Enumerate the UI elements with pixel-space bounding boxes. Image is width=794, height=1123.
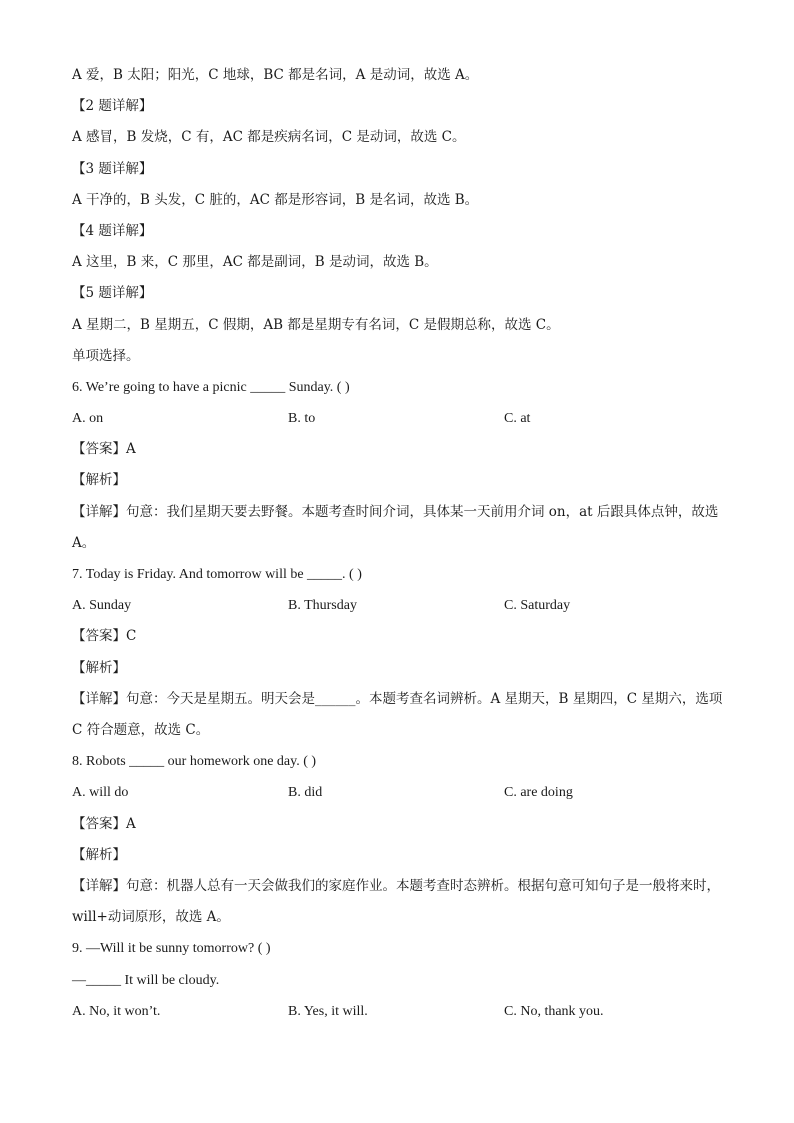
section-title: 单项选择。: [72, 347, 140, 364]
question-8-option-c: C. are doing: [504, 785, 573, 801]
question-6-option-c: C. at: [504, 411, 531, 427]
question-7-option-b: B. Thursday: [288, 598, 357, 614]
explanation-q4: A 这里，B 来，C 那里，AC 都是副词，B 是动词，故选 B。: [72, 254, 438, 271]
question-6-options: [72, 403, 732, 434]
question-7-answer: 【答案】C: [72, 628, 137, 645]
question-9-stem: 9. —Will it be sunny tomorrow? ( ): [72, 941, 271, 957]
heading-q3-detail: 【3 题详解】: [72, 160, 153, 177]
question-6-option-a: A. on: [72, 411, 104, 427]
question-8-stem: 8. Robots _____ our homework one day. ( ): [72, 754, 317, 770]
explanation-q5: A 星期二，B 星期五，C 假期，AB 都是星期专有名词，C 是假期总称，故选 C。: [72, 316, 560, 333]
question-7-option-a: A. Sunday: [72, 598, 132, 614]
question-7-detail: 【详解】句意：今天是星期五。明天会是______。本题考查名词辨析。A 星期天，B 星期四，C 星期六，选项 C 符合题意，故选 C。: [72, 690, 723, 738]
explanation-q1: A 爱，B 太阳；阳光，C 地球，BC 都是名词，A 是动词，故选 A。: [72, 67, 479, 83]
question-7-options: [72, 590, 732, 621]
heading-q4-detail: 【4 题详解】: [72, 222, 153, 239]
question-8-answer: 【答案】A: [72, 815, 136, 832]
explanation-q2: A 感冒，B 发烧，C 有，AC 都是疾病名词，C 是动词，故选 C。: [72, 129, 466, 146]
question-6-analysis-label: 【解析】: [72, 472, 126, 489]
question-6-stem: 6. We’re going to have a picnic _____ Sunday. ( ): [72, 379, 350, 395]
heading-q2-detail: 【2 题详解】: [72, 98, 153, 115]
question-9-options: [72, 996, 732, 1027]
explanation-q3: A 干净的，B 头发，C 脏的，AC 都是形容词，B 是名词，故选 B。: [72, 191, 479, 208]
question-9-stem-reply: —_____ It will be cloudy.: [72, 972, 220, 988]
question-8-detail: 【详解】句意：机器人总有一天会做我们的家庭作业。本题考查时态辨析。根据句意可知句子是一般将来时，will+动词原形，故选 A。: [72, 877, 720, 926]
heading-q5-detail: 【5 题详解】: [72, 285, 153, 302]
question-8-options: [72, 777, 732, 808]
question-7-option-c: C. Saturday: [504, 598, 571, 614]
question-9-option-c: C. No, thank you.: [504, 1003, 604, 1019]
question-6-option-b: B. to: [288, 411, 316, 427]
question-7-stem: 7. Today is Friday. And tomorrow will be _____. ( ): [72, 567, 362, 583]
question-6-detail: 【详解】句意：我们星期天要去野餐。本题考查时间介词，具体某一天前用介词 on，at 后跟具体点钟，故选 A。: [72, 503, 719, 551]
question-8-option-a: A. will do: [72, 785, 129, 801]
question-8-analysis-label: 【解析】: [72, 846, 126, 863]
question-6-answer: 【答案】A: [72, 441, 136, 458]
question-9-option-b: B. Yes, it will.: [288, 1003, 368, 1019]
question-8-option-b: B. did: [288, 785, 323, 801]
document-page: [72, 60, 732, 1027]
question-7-analysis-label: 【解析】: [72, 659, 126, 676]
question-9-option-a: A. No, it won’t.: [72, 1003, 161, 1019]
